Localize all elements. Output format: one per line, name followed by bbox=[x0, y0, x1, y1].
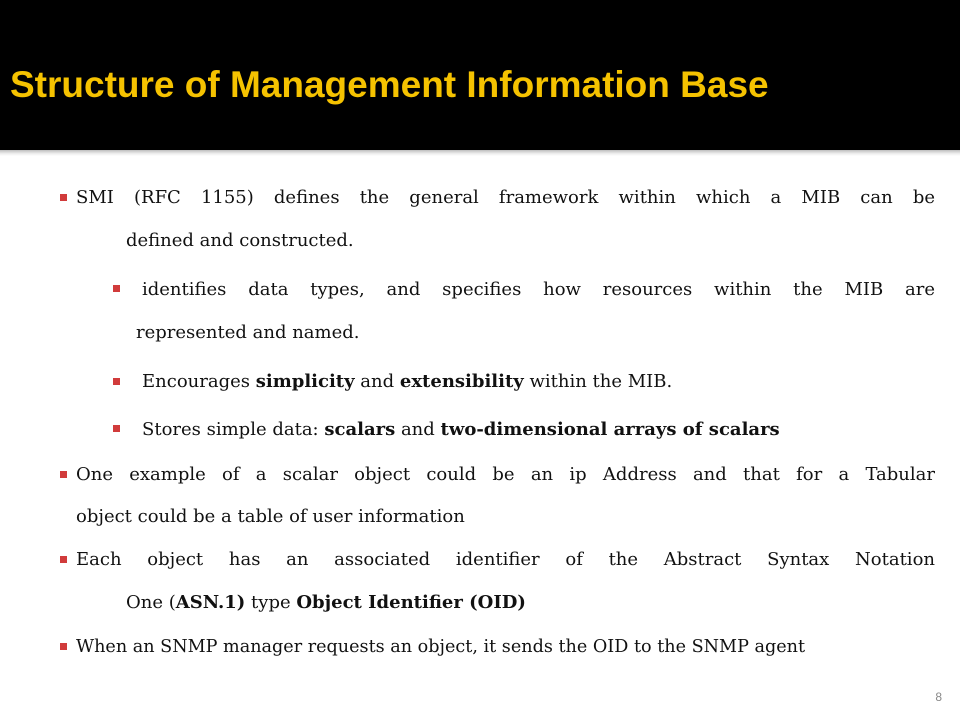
subbullet-1b: Encourages simplicity and extensibility within the MIB. bbox=[142, 371, 673, 392]
bullet-1-line-1: SMI (RFC 1155) defines the general framework within which a MIB can be bbox=[76, 187, 935, 208]
square-bullet-icon bbox=[60, 194, 67, 201]
subbullet-1c: Stores simple data: scalars and two-dimensional arrays of scalars bbox=[142, 419, 780, 440]
square-bullet-icon bbox=[113, 285, 120, 292]
bullet-2-line-1: One example of a scalar object could be an ip Address and that for a Tabular bbox=[76, 464, 935, 485]
square-bullet-icon bbox=[60, 556, 67, 563]
page-number: 8 bbox=[935, 690, 942, 704]
bullet-3-line-1: Each object has an associated identifier of the Abstract Syntax Notation bbox=[76, 549, 935, 570]
subbullet-1a-line-1: identifies data types, and specifies how resources within the MIB are bbox=[142, 279, 935, 300]
square-bullet-icon bbox=[113, 378, 120, 385]
bullet-2-line-2: object could be a table of user information bbox=[76, 506, 465, 527]
slide-title: Structure of Management Information Base bbox=[10, 64, 769, 105]
square-bullet-icon bbox=[60, 643, 67, 650]
bullet-1-line-2: defined and constructed. bbox=[126, 230, 354, 251]
square-bullet-icon bbox=[60, 471, 67, 478]
square-bullet-icon bbox=[113, 425, 120, 432]
bullet-3-line-2: One (ASN.1) type Object Identifier (OID) bbox=[126, 592, 526, 613]
bullet-4-line-1: When an SNMP manager requests an object, it sends the OID to the SNMP agent bbox=[76, 637, 806, 657]
subbullet-1a-line-2: represented and named. bbox=[136, 322, 360, 343]
